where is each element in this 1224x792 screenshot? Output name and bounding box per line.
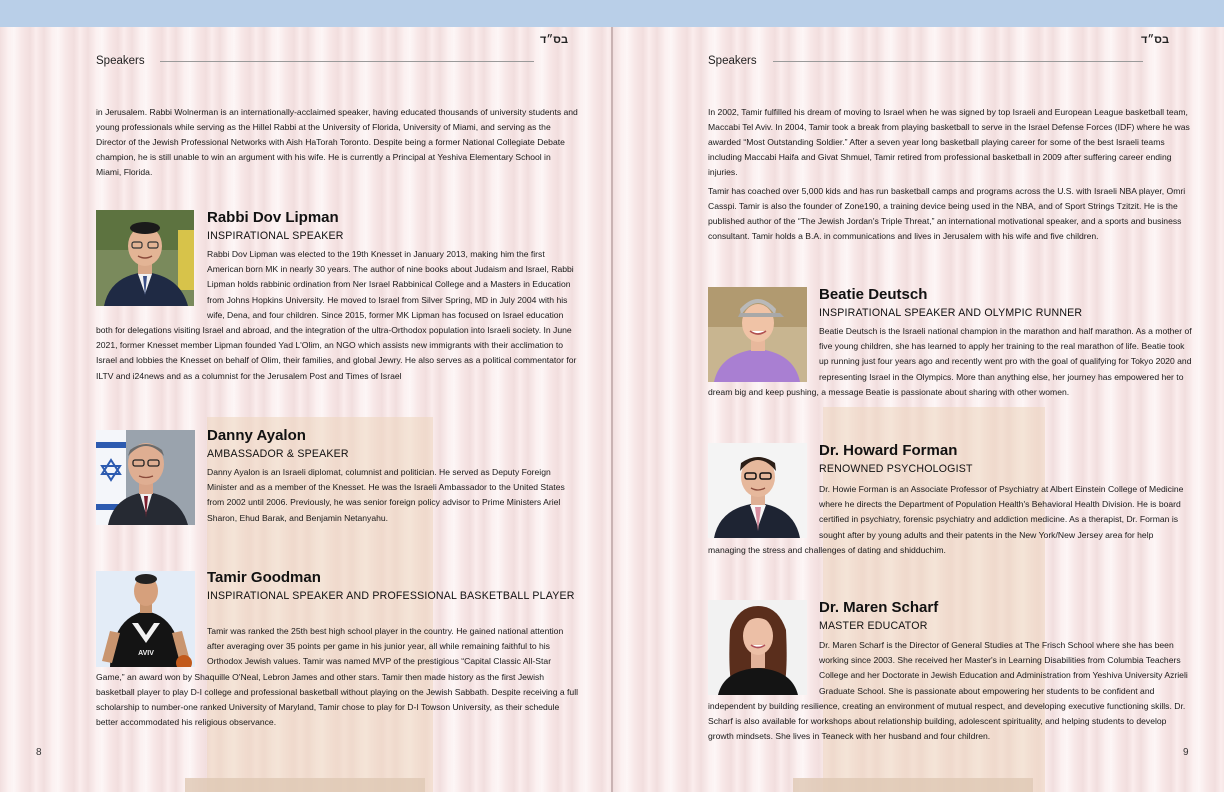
page-number: 9	[1183, 747, 1189, 758]
speaker-role: INSPIRATIONAL SPEAKER AND PROFESSIONAL BASKETBALL PLAYER	[207, 590, 575, 602]
intro-paragraph: In 2002, Tamir fulfilled his dream of moving to Israel when he was signed by top Israeli and European League basketball team, Maccabi Tel Aviv. In 2004, Tamir took a break from playing basketball to serve in the Israel Defense Forces (IDF) where he was awarded “Most Outstanding Soldier.” After a seven year long basketball playing career for some of the best Israeli teams including Maccabi Haifa and Givat Shmuel, Tamir retired from professional basketball in 2009 after suffering career ending injuries.	[708, 107, 1190, 177]
header-rule	[160, 61, 534, 62]
intro-paragraph: Tamir has coached over 5,000 kids and has run basketball camps and programs across the U.S. with Israeli NBA player, Omri Casspi. Tamir is also the founder of Zone190, a training device being used in the NBA, and of Sport Strings Tzitzit. He is the published author of the “The Jewish Jordan's Triple Threat,” an international motivational speaker, and a sports and business consultant. Tamir holds a B.A. in communications and lives in Jerusalem with his wife and five children.	[708, 186, 1186, 241]
page-header: Speakers	[708, 55, 757, 67]
speaker-bio: Rabbi Dov Lipman was elected to the 19th Knesset in January 2013, making him the first American born MK in nearly 30 years. The author of nine books about Judaism and Israel, Rabbi Lipman holds rabbinic ordination from Ner Israel Rabbinical College and a Masters in Education from Johns Hopkins University. He moved to Israel from Silver Spring, MD in July 2004 with his wife, Dena, and four children. Since 2015, former MK Lipman has focused on Israel education both for delegations visiting Israel and abroad, and the integration of the ultra-Orthodox population into Israeli society. In June 2021, former Knesset member Lipman founded Yad L'Olim, an NGO which assists new immigrants with their acclimation to Israel and lobbies the Knesset on behalf of Olim, their families, and global Jewry. He also serves as a political commentator for ILTV and i24news and as a columnist for the Jerusalem Post and Times of Israel	[96, 249, 577, 381]
speaker-name: Dr. Maren Scharf	[819, 599, 939, 616]
right-page	[613, 27, 1224, 792]
speaker-name: Tamir Goodman	[207, 569, 321, 586]
speaker-name: Dr. Howard Forman	[819, 442, 958, 459]
speaker-bio: Dr. Maren Scharf is the Director of General Studies at The Frisch School where she has been working since 2003. She received her Master's in Learning Disabilities from Columbia Teachers College and her Doctorate in Jewish Education and Administration from Yeshiva University Azrieli Graduate School. She is passionate about empowering her students to be confident and independent by building resilience, creating an environment of mutual respect, and developing executive functioning skills. Dr. Scharf is also available for workshops about relationship building, adolescent spirituality, and helping students to develop growth mindsets. She lives in Teaneck with her husband and four children.	[708, 640, 1188, 742]
speaker-name: Rabbi Dov Lipman	[207, 209, 339, 226]
page-header: Speakers	[96, 55, 145, 67]
danny-ayalon-photo	[96, 430, 195, 525]
speaker-role: AMBASSADOR & SPEAKER	[207, 448, 349, 460]
intro-paragraph: in Jerusalem. Rabbi Wolnerman is an internationally-acclaimed speaker, having educated thousands of university students and young professionals while serving as the Hillel Rabbi at the University of Florida, University of Miami, and serving as the Director of the Jewish Professional Networks with Aish HaTorah Toronto. Despite being a former National Collegiate Debate champion, he is still unable to win an argument with his wife. He is currently a Principal at Yeshiva Elementary School in Miami, Florida.	[96, 107, 578, 177]
speaker-role: RENOWNED PSYCHOLOGIST	[819, 463, 973, 475]
speaker-bio: Beatie Deutsch is the Israeli national champion in the marathon and half marathon. As a mother of five young children, she has learned to apply her training to the real marathon of life. Beatie took up running just four years ago and recently went pro with the goal of qualifying for Tokyo 2020 and representing Israel in the Olympics. More than anything else, her journey has empowered her to dream big and keep pushing, a message Beatie is passionate about sharing with other women.	[708, 326, 1192, 397]
hebrew-mark: בס״ד	[1141, 34, 1169, 46]
shirt-text: AVIV	[138, 650, 154, 657]
top-color-band	[0, 0, 1224, 27]
hebrew-mark: בס״ד	[540, 34, 568, 46]
page-number: 8	[36, 747, 42, 758]
speaker-role: INSPIRATIONAL SPEAKER	[207, 230, 344, 242]
speaker-name: Beatie Deutsch	[819, 286, 928, 303]
speaker-bio: Tamir was ranked the 25th best high school player in the country. He gained national attention after averaging over 35 points per game in his junior year, all while remaining faithful to his Orthodox Jewish values. Tamir was named MVP of the prestigious “Capital Classic All-Star Game,” an award won by Shaquille O'Neal, Lebron James and other stars. Tamir then made history as the first Jewish basketball player to play D-I college and professional basketball without playing on the Jewish Sabbath. Despite receiving a full scholarship to number-one ranked University of Maryland, Tamir chose to play for D-I Towson University, as their schedule better accommodated his religious observance.	[96, 626, 579, 728]
speaker-role: INSPIRATIONAL SPEAKER AND OLYMPIC RUNNER	[819, 307, 1083, 319]
left-page	[0, 27, 611, 792]
speaker-bio: Dr. Howie Forman is an Associate Professor of Psychiatry at Albert Einstein College of Medicine where he directs the Department of Population Health's Behavioral Health Division. He is board certified in psychiatry, forensic psychiatry and addiction medicine. As a therapist, Dr. Forman is sought after by young adults and their patents in the New York/New Jersey area for help managing the stress and challenges of dating and shidduchim.	[708, 484, 1184, 555]
speaker-bio: Danny Ayalon is an Israeli diplomat, columnist and politician. He served as Deputy Foreign Minister and as a member of the Knesset. He was the Israeli Ambassador to the United States from 2002 until 2006. Previously, he was senior foreign policy advisor to Prime Ministers Ariel Sharon, Ehud Barak, and Benjamin Netanyahu.	[207, 467, 565, 523]
header-rule	[773, 61, 1143, 62]
speaker-role: MASTER EDUCATOR	[819, 620, 928, 632]
speaker-name: Danny Ayalon	[207, 427, 306, 444]
